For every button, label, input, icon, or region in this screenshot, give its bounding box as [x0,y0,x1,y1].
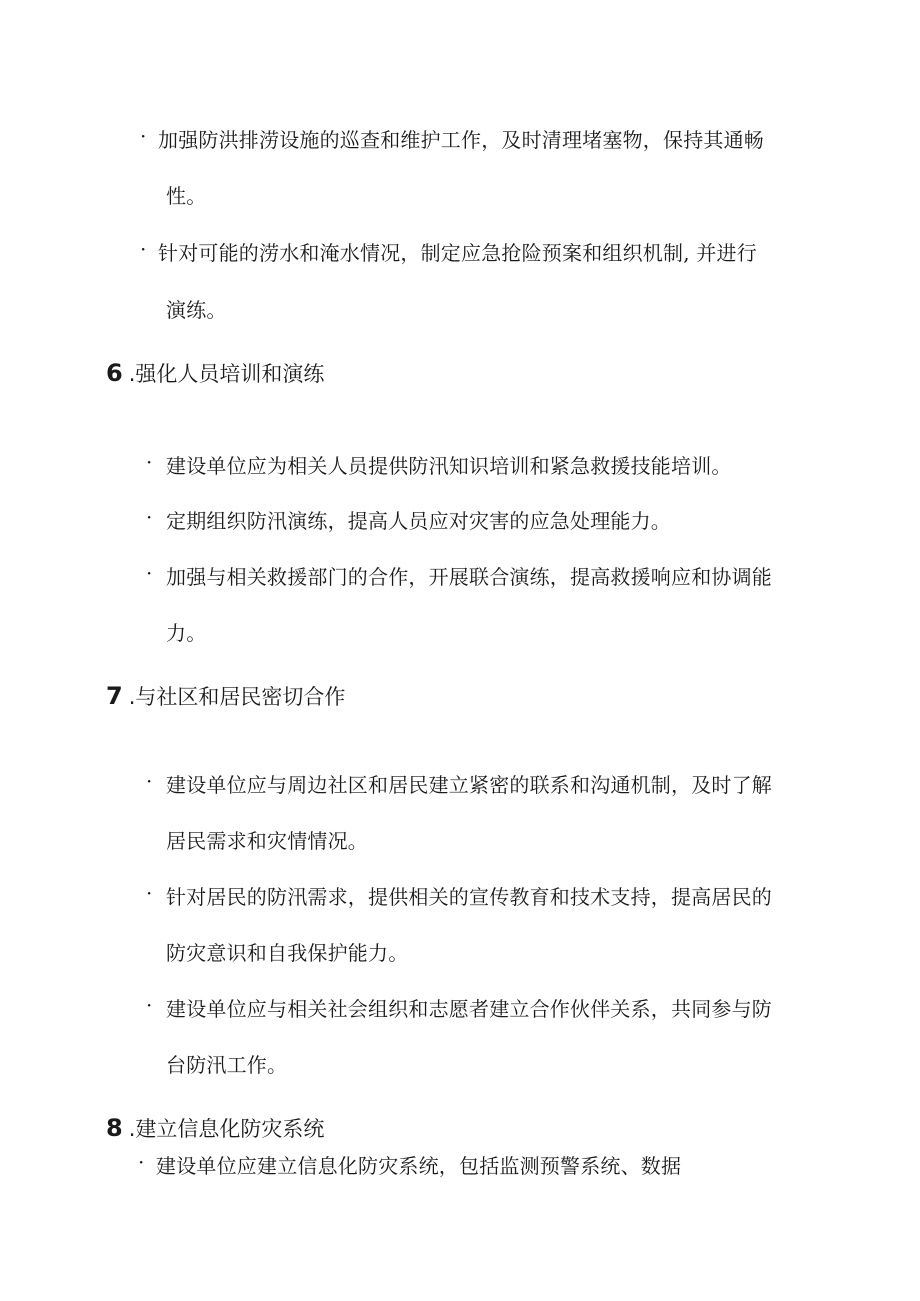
section-heading [106,1113,324,1143]
bullet-dot: · [138,1150,145,1174]
section-title: .与社区和居民密切合作 [128,685,346,709]
bullet-text-continued: 力。 [166,621,207,645]
bullet-text: 定期组织防汛演练，提高人员应对灾害的应急处理能力。 [166,509,671,533]
bullet-text-continued: 台防汛工作。 [166,1053,288,1077]
section-title: .强化人员培训和演练 [128,362,325,386]
bullet-dot: · [146,993,153,1017]
bullet-dot: · [146,769,153,793]
bullet-text: 加强防洪排涝设施的巡查和维护工作，及时清理堵塞物，保持其通畅 [158,128,764,152]
bullet-text-continued: 防灾意识和自我保护能力。 [166,941,409,965]
bullet-text-continued: 演练。 [166,298,227,322]
section-title: .建立信息化防灾系统 [128,1117,325,1141]
bullet-dot: · [146,881,153,905]
bullet-text: 加强与相关救援部门的合作，开展联合演练，提高救援响应和协调能 [166,565,772,589]
section-heading [106,358,324,388]
bullet-dot: · [140,237,147,261]
bullet-text-continued: 性。 [166,184,207,208]
bullet-text: 针对可能的涝水和淹水情况，制定应急抢险预案和组织机制, 并进行 [158,241,757,265]
bullet-text: 建设单位应建立信息化防灾系统，包括监测预警系统、数据 [156,1154,682,1178]
bullet-text: 建设单位应与相关社会组织和志愿者建立合作伙伴关系，共同参与防 [166,997,772,1021]
bullet-dot: · [146,505,153,529]
section-number: 7 [106,682,123,710]
section-number: 6 [106,359,123,387]
section-number: 8 [106,1114,123,1142]
bullet-dot: · [146,561,153,585]
bullet-text: 建设单位应为相关人员提供防汛知识培训和紧急救援技能培训。 [166,454,732,478]
bullet-text: 建设单位应与周边社区和居民建立紧密的联系和沟通机制，及时了解 [166,773,772,797]
bullet-text-continued: 居民需求和灾情情况。 [166,829,368,853]
section-heading [106,681,345,711]
bullet-text: 针对居民的防汛需求，提供相关的宣传教育和技术支持，提高居民的 [166,885,772,909]
bullet-dot: · [146,450,153,474]
bullet-dot: · [140,124,147,148]
